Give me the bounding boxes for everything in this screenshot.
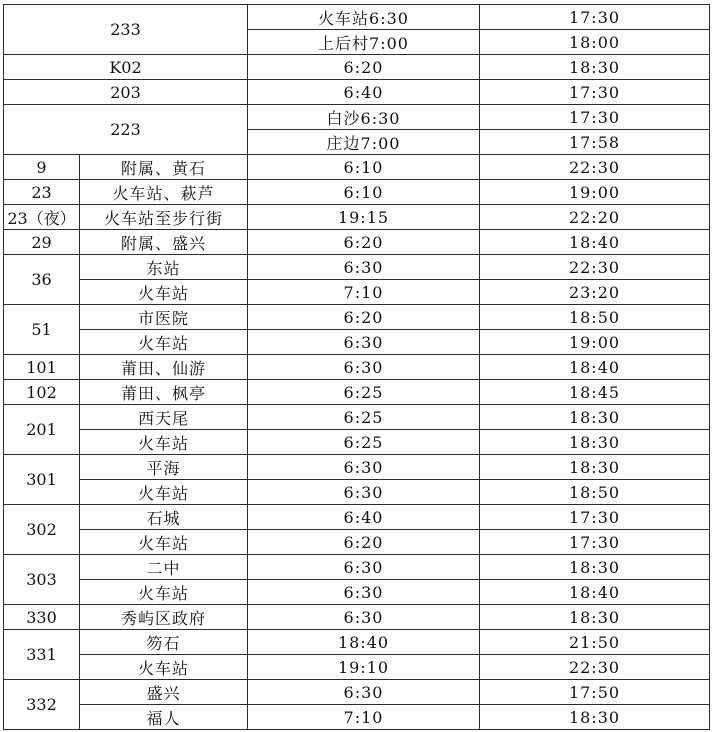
route-number-cell[interactable]: 330 <box>4 605 80 630</box>
first-bus-cell[interactable]: 6:40 <box>248 505 480 530</box>
stop-cell[interactable]: 笏石 <box>80 630 248 655</box>
last-bus-cell[interactable]: 18:30 <box>480 705 710 730</box>
first-bus-cell[interactable]: 6:10 <box>248 155 480 180</box>
first-bus-cell[interactable]: 6:40 <box>248 80 480 105</box>
stop-cell[interactable]: 火车站 <box>80 480 248 505</box>
last-bus-cell[interactable]: 17:30 <box>480 80 710 105</box>
table-row <box>4 630 710 655</box>
first-bus-cell[interactable]: 6:20 <box>248 305 480 330</box>
first-bus-cell[interactable]: 6:30 <box>248 480 480 505</box>
table-row <box>4 480 710 505</box>
stop-cell[interactable]: 火车站 <box>80 330 248 355</box>
table-row <box>4 55 710 80</box>
first-bus-cell[interactable]: 6:30 <box>248 255 480 280</box>
last-bus-cell[interactable]: 18:00 <box>480 30 710 55</box>
stop-cell[interactable]: 莆田、仙游 <box>80 355 248 380</box>
first-bus-cell[interactable]: 6:10 <box>248 180 480 205</box>
last-bus-cell[interactable]: 22:20 <box>480 205 710 230</box>
last-bus-cell[interactable]: 17:58 <box>480 130 710 155</box>
stop-cell[interactable]: 秀屿区政府 <box>80 605 248 630</box>
first-bus-cell[interactable]: 19:10 <box>248 655 480 680</box>
first-bus-cell[interactable]: 6:30 <box>248 605 480 630</box>
last-bus-cell[interactable]: 22:30 <box>480 155 710 180</box>
stop-cell[interactable]: 火车站 <box>80 530 248 555</box>
route-number-cell[interactable]: 23（夜） <box>4 205 80 230</box>
route-number-cell[interactable]: 301 <box>4 455 80 505</box>
last-bus-cell[interactable]: 18:45 <box>480 380 710 405</box>
last-bus-cell[interactable]: 21:50 <box>480 630 710 655</box>
stop-cell[interactable]: 火车站、萩芦 <box>80 180 248 205</box>
table-row <box>4 455 710 480</box>
first-bus-cell[interactable]: 6:25 <box>248 430 480 455</box>
first-bus-cell[interactable]: 6:30 <box>248 455 480 480</box>
first-bus-cell[interactable]: 6:20 <box>248 530 480 555</box>
first-bus-cell[interactable]: 7:10 <box>248 705 480 730</box>
table-row <box>4 430 710 455</box>
table-row <box>4 555 710 580</box>
stop-cell[interactable]: 西天尾 <box>80 405 248 430</box>
first-bus-cell[interactable]: 6:30 <box>248 580 480 605</box>
last-bus-cell[interactable]: 18:30 <box>480 455 710 480</box>
first-bus-cell[interactable]: 6:30 <box>248 330 480 355</box>
route-number-cell[interactable]: 23 <box>4 180 80 205</box>
route-number-cell[interactable]: 331 <box>4 630 80 680</box>
table-row <box>4 505 710 530</box>
stop-cell[interactable]: 火车站 <box>80 580 248 605</box>
stop-cell[interactable]: 火车站 <box>80 280 248 305</box>
stop-cell[interactable]: 平海 <box>80 455 248 480</box>
last-bus-cell[interactable]: 19:00 <box>480 330 710 355</box>
table-row <box>4 330 710 355</box>
table-row <box>4 530 710 555</box>
stop-cell[interactable]: 附属、黄石 <box>80 155 248 180</box>
first-bus-cell[interactable]: 7:10 <box>248 280 480 305</box>
stop-cell[interactable]: 二中 <box>80 555 248 580</box>
first-bus-cell[interactable]: 6:30 <box>248 680 480 705</box>
route-number-cell[interactable]: 51 <box>4 305 80 355</box>
table-row <box>4 180 710 205</box>
last-bus-cell[interactable]: 17:30 <box>480 530 710 555</box>
last-bus-cell[interactable]: 22:30 <box>480 255 710 280</box>
stop-cell[interactable]: 福人 <box>80 705 248 730</box>
last-bus-cell[interactable]: 18:40 <box>480 580 710 605</box>
first-bus-cell[interactable]: 6:30 <box>248 555 480 580</box>
table-row <box>4 280 710 305</box>
route-number-cell[interactable]: 223 <box>4 105 248 155</box>
route-number-cell[interactable]: 29 <box>4 230 80 255</box>
table-row <box>4 305 710 330</box>
route-number-cell[interactable]: 302 <box>4 505 80 555</box>
route-number-cell[interactable]: 9 <box>4 155 80 180</box>
route-number-cell[interactable]: 233 <box>4 5 248 55</box>
first-bus-cell[interactable]: 庄边7:00 <box>248 130 480 155</box>
first-bus-cell[interactable]: 19:15 <box>248 205 480 230</box>
table-row <box>4 655 710 680</box>
route-number-cell[interactable]: 303 <box>4 555 80 605</box>
table-row <box>4 405 710 430</box>
table-row <box>4 580 710 605</box>
stop-cell[interactable]: 附属、盛兴 <box>80 230 248 255</box>
last-bus-cell[interactable]: 19:00 <box>480 180 710 205</box>
stop-cell[interactable]: 火车站至步行街 <box>80 205 248 230</box>
first-bus-cell[interactable]: 18:40 <box>248 630 480 655</box>
schedule-body <box>4 5 710 730</box>
first-bus-cell[interactable]: 6:20 <box>248 55 480 80</box>
first-bus-cell[interactable]: 6:25 <box>248 380 480 405</box>
table-row <box>4 5 710 30</box>
route-number-cell[interactable]: 203 <box>4 80 248 105</box>
route-number-cell[interactable]: 101 <box>4 355 80 380</box>
table-row <box>4 105 710 130</box>
bus-schedule-table <box>3 4 710 730</box>
first-bus-cell[interactable]: 白沙6:30 <box>248 105 480 130</box>
stop-cell[interactable]: 莆田、枫亭 <box>80 380 248 405</box>
stop-cell[interactable]: 石城 <box>80 505 248 530</box>
last-bus-cell[interactable]: 18:30 <box>480 555 710 580</box>
table-row <box>4 355 710 380</box>
last-bus-cell[interactable]: 18:50 <box>480 480 710 505</box>
table-row <box>4 205 710 230</box>
route-number-cell[interactable]: 36 <box>4 255 80 305</box>
last-bus-cell[interactable]: 18:30 <box>480 55 710 80</box>
stop-cell[interactable]: 火车站 <box>80 655 248 680</box>
last-bus-cell[interactable]: 18:40 <box>480 355 710 380</box>
table-row <box>4 80 710 105</box>
first-bus-cell[interactable]: 上后村7:00 <box>248 30 480 55</box>
table-row <box>4 380 710 405</box>
last-bus-cell[interactable]: 17:30 <box>480 105 710 130</box>
table-row <box>4 230 710 255</box>
table-row <box>4 605 710 630</box>
route-number-cell[interactable]: K02 <box>4 55 248 80</box>
stop-cell[interactable]: 火车站 <box>80 430 248 455</box>
first-bus-cell[interactable]: 6:30 <box>248 355 480 380</box>
stop-cell[interactable]: 市医院 <box>80 305 248 330</box>
table-row <box>4 680 710 705</box>
last-bus-cell[interactable]: 17:30 <box>480 505 710 530</box>
stop-cell[interactable]: 盛兴 <box>80 680 248 705</box>
last-bus-cell[interactable]: 17:50 <box>480 680 710 705</box>
last-bus-cell[interactable]: 18:30 <box>480 405 710 430</box>
last-bus-cell[interactable]: 18:30 <box>480 605 710 630</box>
first-bus-cell[interactable]: 6:20 <box>248 230 480 255</box>
last-bus-cell[interactable]: 18:30 <box>480 430 710 455</box>
first-bus-cell[interactable]: 6:25 <box>248 405 480 430</box>
route-number-cell[interactable]: 201 <box>4 405 80 455</box>
stop-cell[interactable]: 东站 <box>80 255 248 280</box>
route-number-cell[interactable]: 332 <box>4 680 80 730</box>
first-bus-cell[interactable]: 火车站6:30 <box>248 5 480 30</box>
last-bus-cell[interactable]: 23:20 <box>480 280 710 305</box>
table-row <box>4 705 710 730</box>
last-bus-cell[interactable]: 22:30 <box>480 655 710 680</box>
route-number-cell[interactable]: 102 <box>4 380 80 405</box>
table-row <box>4 255 710 280</box>
last-bus-cell[interactable]: 17:30 <box>480 5 710 30</box>
last-bus-cell[interactable]: 18:40 <box>480 230 710 255</box>
table-row <box>4 155 710 180</box>
last-bus-cell[interactable]: 18:50 <box>480 305 710 330</box>
